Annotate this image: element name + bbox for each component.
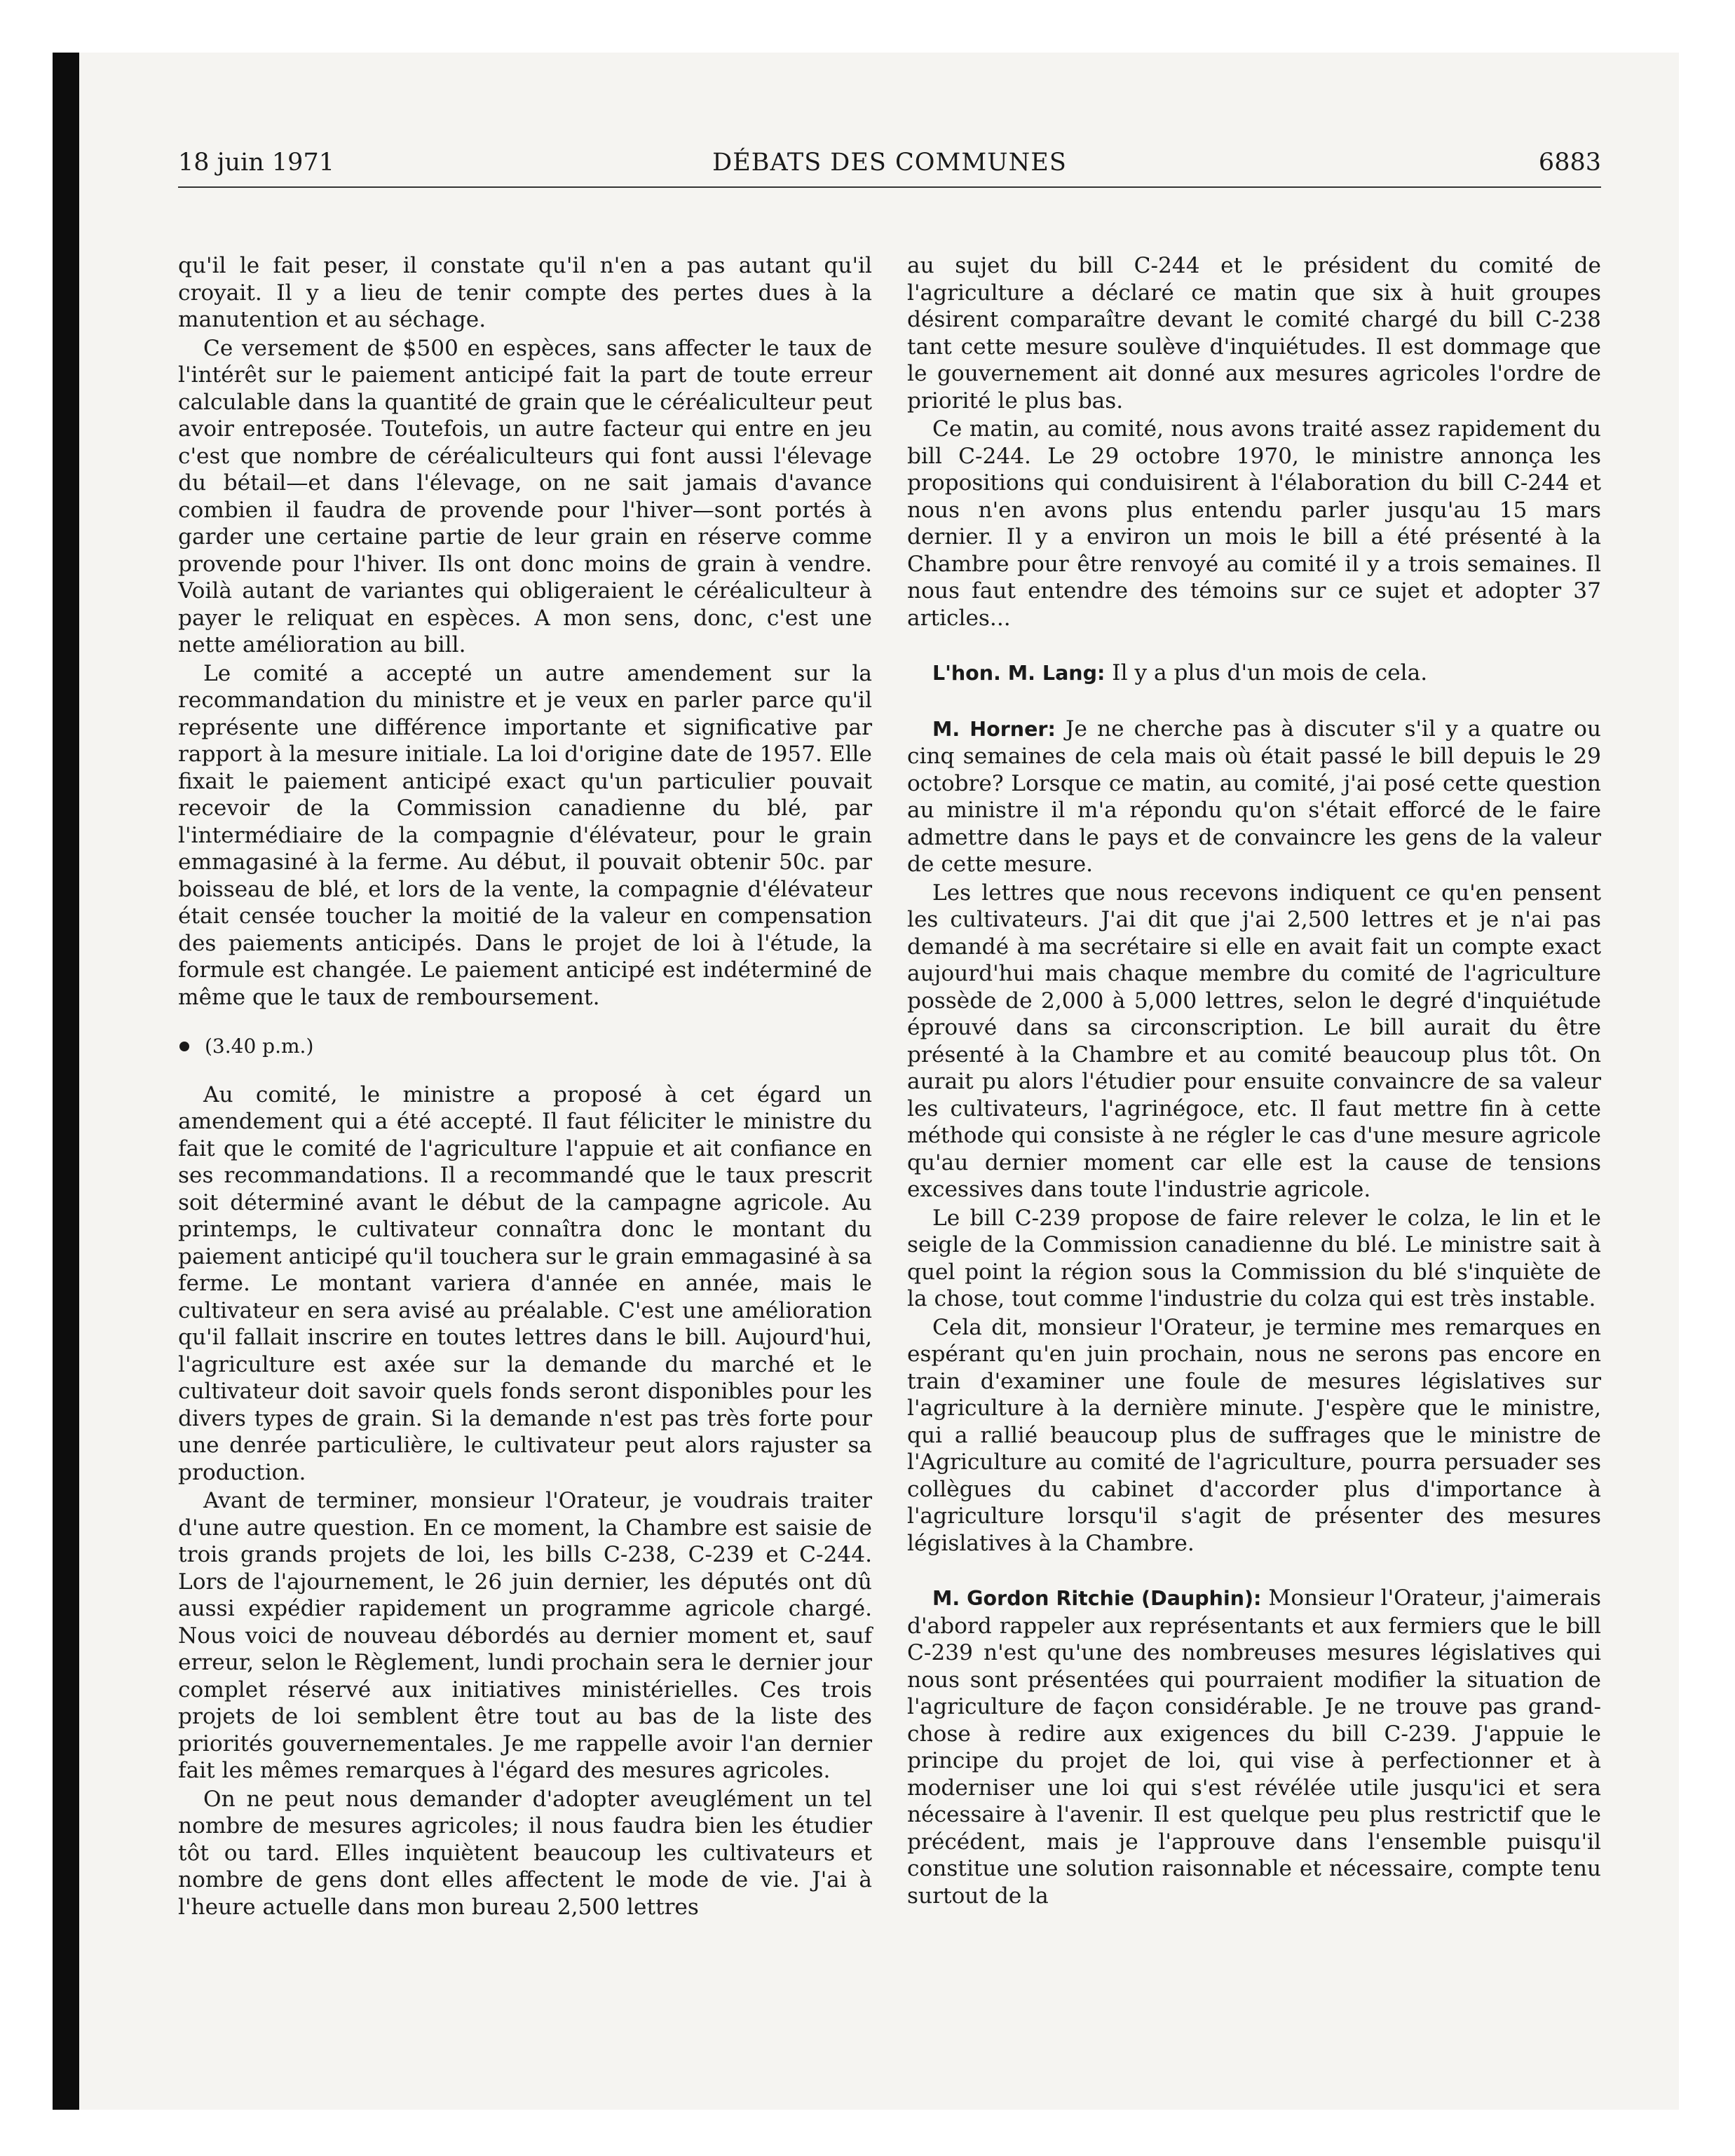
paragraph: qu'il le fait peser, il constate qu'il n'en a pas autant qu'il croyait. Il y a lieu de tenir compte des pertes dues à la manutention et au séchage. bbox=[178, 253, 872, 332]
header-date: 18 juin 1971 bbox=[178, 149, 334, 177]
paragraph: Le comité a accepté un autre amendement sur la recommandation du ministre et je veux en parler parce qu'il représente une différence importante et significative par rapport à la mesure initiale. La loi d'origine date de 1957. Elle fixait le paiement anticipé exact qu'un particulier pouvait recevoir de la Commission canadienne du blé, par l'intermédiaire de la compagnie d'élévateur, pour le grain emmagasiné à la ferme. Au début, il pouvait obtenir 50c. par boisseau de blé, et lors de la vente, la compagnie d'élévateur était censée toucher la moitié de la valeur en compensation des paiements anticipés. Dans le projet de loi à l'étude, la formule est changée. Le paiement anticipé est indéterminé de même que le taux de remboursement. bbox=[178, 660, 872, 1010]
paragraph: On ne peut nous demander d'adopter aveuglément un tel nombre de mesures agricoles; il nous faudra bien les étudier tôt ou tard. Elles inquiètent beaucoup les cultivateurs et nombre de gens dont elles affectent le mode de vie. J'ai à l'heure actuelle dans mon bureau 2,500 lettres bbox=[178, 1786, 872, 1920]
paragraph: Ce versement de $500 en espèces, sans affecter le taux de l'intérêt sur le paiement anticipé fait la part de toute erreur calculable dans la quantité de grain que le céréaliculteur peut avoir entreposée. Toutefois, un autre facteur qui entre en jeu c'est que nombre de céréaliculteurs qui font aussi l'élevage du bétail—et dans l'élevage, on ne sait jamais d'avance combien il faudra de provende pour l'hiver—sont portés à garder une certaine partie de leur grain en réserve comme provende pour l'hiver. Ils ont donc moins de grain à vendre. Voilà autant de variantes qui obligeraient le céréaliculteur à payer le reliquat en espèces. A mon sens, donc, c'est une nette amélioration au bill. bbox=[178, 335, 872, 657]
time-label: (3.40 p.m.) bbox=[205, 1035, 314, 1058]
speech-text: Monsieur l'Orateur, j'aimerais d'abord rappeler aux représentants et aux fermiers que le bill C-239 n'est qu'une des nombreuses mesures législatives qui nous sont présentées qui pourraient modifier la situation de l'agriculture de façon considérable. Je ne trouve pas grand-chose à redire aux exigences du bill C-239. J'appuie le principe du projet de loi, qui vise à perfectionner et à moderniser une loi qui s'est révélée utile jusqu'ici et sera nécessaire à l'avenir. Il est quelque peu plus restrictif que le précédent, mais je l'approuve dans l'ensemble puisqu'il constitue une solution raisonnable et nécessaire, compte tenu surtout de la bbox=[907, 1585, 1601, 1909]
speaker-name: L'hon. M. Lang: bbox=[932, 662, 1105, 685]
header-page-number: 6883 bbox=[1538, 149, 1601, 177]
speech-text: Il y a plus d'un mois de cela. bbox=[1105, 660, 1428, 685]
header-title: DÉBATS DES COMMUNES bbox=[712, 149, 1067, 177]
speech-horner bbox=[907, 716, 1601, 878]
bullet-icon bbox=[179, 1042, 189, 1051]
left-column bbox=[178, 252, 872, 1920]
scan-edge bbox=[53, 53, 79, 2110]
speaker-name: M. Gordon Ritchie (Dauphin): bbox=[932, 1587, 1262, 1610]
speech-ritchie bbox=[907, 1585, 1601, 1909]
speech-lang bbox=[907, 660, 1601, 688]
paragraph: Au comité, le ministre a proposé à cet égard un amendement qui a été accepté. Il faut féliciter le ministre du fait que le comité de l'agriculture l'appuie et ait confiance en ses recommandations. Il a recommandé que le taux prescrit soit déterminé avant le début de la campagne agricole. Au printemps, le cultivateur connaîtra donc le montant du paiement anticipé qu'il touchera sur le grain emmagasiné à sa ferme. Le montant variera d'année en année, mais le cultivateur en sera avisé au préalable. C'est une amélioration qu'il fallait inscrire en toutes lettres dans le bill. Aujourd'hui, l'agriculture est axée sur la demande du marché et le cultivateur doit savoir quels fonds seront disponibles pour les divers types de grain. Si la demande n'est pas très forte pour une denrée particulière, le cultivateur peut alors rajuster sa production. bbox=[178, 1082, 872, 1485]
time-marker bbox=[178, 1033, 872, 1060]
paragraph: Ce matin, au comité, nous avons traité assez rapidement du bill C-244. Le 29 octobre 1970, le ministre annonça les propositions qui conduisirent à l'élaboration du bill C-244 et nous n'en avons plus entendu parler jusqu'au 15 mars dernier. Il y a environ un mois le bill a été présenté à la Chambre pour être renvoyé au comité il y a trois semaines. Il nous faut entendre des témoins sur ce sujet et adopter 37 articles... bbox=[907, 416, 1601, 631]
paragraph: au sujet du bill C-244 et le président du comité de l'agriculture a déclaré ce matin que six à huit groupes désirent comparaître devant le comité chargé du bill C-238 tant cette mesure soulève d'inquiétudes. Il est dommage que le gouvernement ait donné aux mesures agricoles l'ordre de priorité le plus bas. bbox=[907, 253, 1601, 414]
right-column bbox=[907, 252, 1601, 1909]
paragraph: Avant de terminer, monsieur l'Orateur, je voudrais traiter d'une autre question. En ce moment, la Chambre est saisie de trois grands projets de loi, les bills C-238, C-239 et C-244. Lors de l'ajournement, le 26 juin dernier, les députés ont dû aussi expédier rapidement un programme agricole chargé. Nous voici de nouveau débordés au dernier moment et, sauf erreur, selon le Règlement, lundi prochain sera le dernier jour complet réservé aux initiatives ministérielles. Ces trois projets de loi semblent être tout au bas de la liste des priorités gouvernementales. Je me rappelle avoir l'an dernier fait les mêmes remarques à l'égard des mesures agricoles. bbox=[178, 1488, 872, 1783]
paragraph: Les lettres que nous recevons indiquent ce qu'en pensent les cultivateurs. J'ai dit que j'ai 2,500 lettres et je n'ai pas demandé à ma secrétaire si elle en avait fait un compte exact aujourd'hui mais chaque membre du comité de l'agriculture possède de 2,000 à 5,000 lettres, selon le degré d'inquiétude éprouvé dans sa circonscription. Le bill aurait du être présenté à la Chambre et au comité beaucoup plus tôt. On aurait pu alors l'étudier pour ensuite convaincre de sa valeur les cultivateurs, l'agrinégoce, etc. Il faut mettre fin à cette méthode qui consiste à ne régler le cas d'une mesure agricole qu'au dernier moment car elle est la cause de tensions excessives dans toute l'industrie agricole. bbox=[907, 880, 1601, 1202]
paragraph: Le bill C-239 propose de faire relever le colza, le lin et le seigle de la Commission canadienne du blé. Le ministre sait à quel point la région sous la Commission du blé s'inquiète de la chose, tout comme l'industrie du colza qui est très instable. bbox=[907, 1205, 1601, 1311]
speaker-name: M. Horner: bbox=[932, 717, 1056, 741]
speech-text: Je ne cherche pas à discuter s'il y a quatre ou cinq semaines de cela mais où était passé le bill depuis le 29 octobre? Lorsque ce matin, au comité, j'ai posé cette question au ministre il m'a répondu qu'on s'était efforcé de le faire admettre dans le pays et de convaincre les gens de la valeur de cette mesure. bbox=[907, 716, 1601, 877]
page-header bbox=[178, 149, 1601, 188]
paragraph: Cela dit, monsieur l'Orateur, je termine mes remarques en espérant qu'en juin prochain, nous ne serons pas encore en train d'examiner une foule de mesures législatives sur l'agriculture à la dernière minute. J'espère que le ministre, qui a rallié beaucoup plus de suffrages que le ministre de l'Agriculture au comité de l'agriculture, pourra persuader ses collègues du cabinet d'accorder plus d'importance à l'agriculture lorsqu'il s'agit de présenter des mesures législatives à la Chambre. bbox=[907, 1314, 1601, 1556]
